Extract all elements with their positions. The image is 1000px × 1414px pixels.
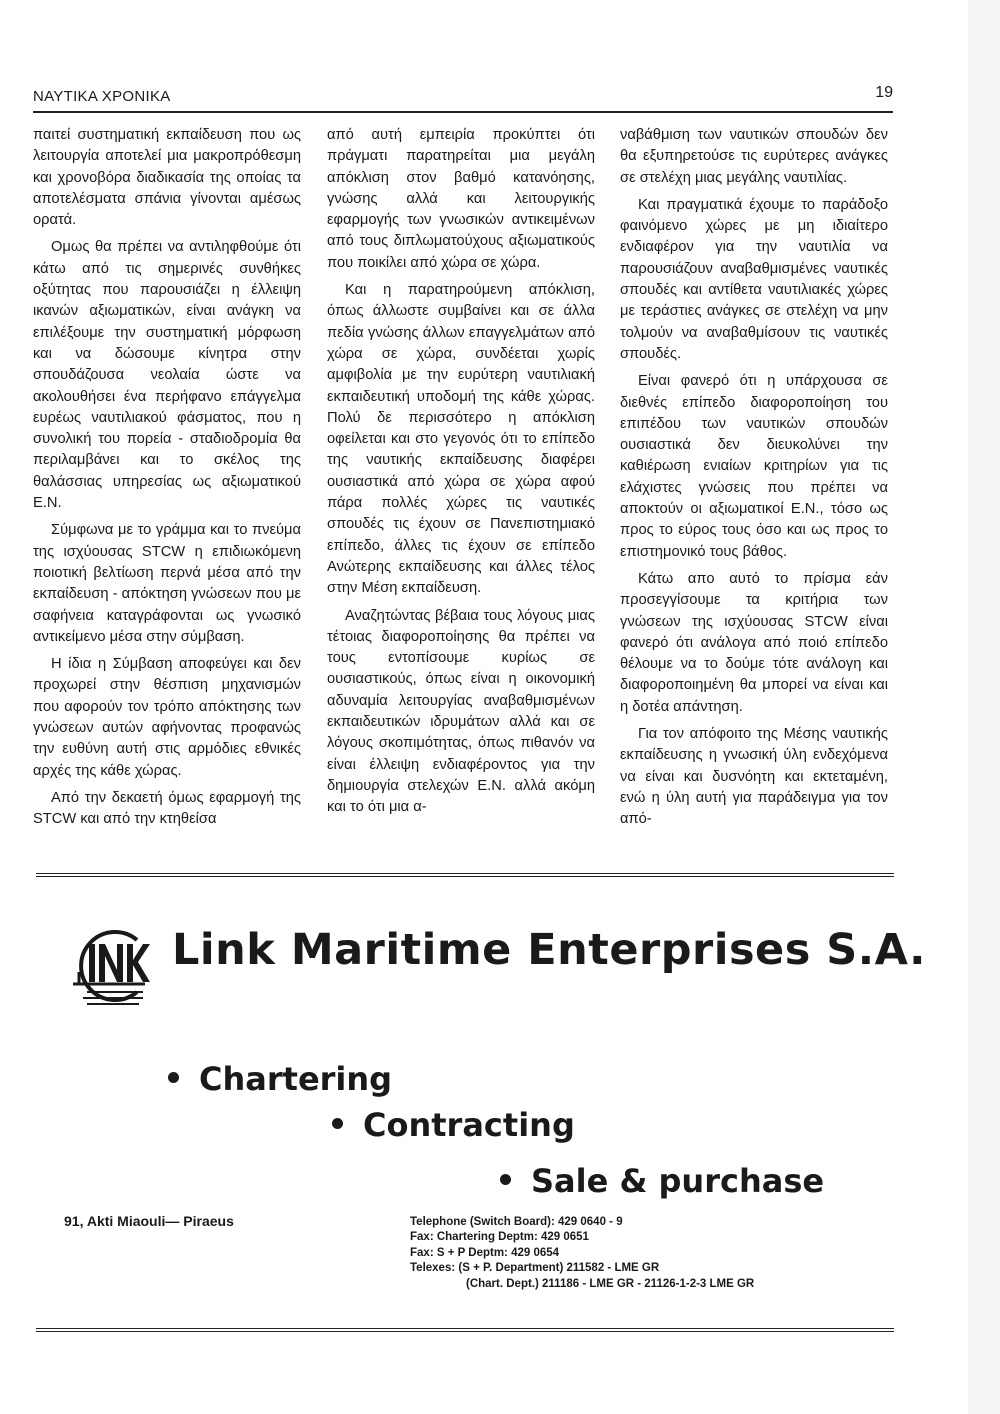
paragraph: Ομως θα πρέπει να αντιληφθούμε ότι κάτω από τις σημερινές συνθήκες οξύτητας που παρουσιάζει η έλλειψη ικανών αξιωματικών, είναι ανάγκη να επιλέξουμε την συστηματική μόρφωση και να δώσουμε κίνητρα στην σπουδάζουσα νεολαία ώστε να ακολουθήσει ένα περήφανο επάγγελμα ευρέως ναυτιλιακού φάσματος, που η συνολική του πορεία - σταδιοδρομία θα περιλαμβάνει και το σκέλος της θαλάσσιας υπηρεσίας ως αξιωματικού Ε.Ν. <box>33 239 301 512</box>
running-title: ΝΑΥΤΙΚΑ ΧΡΟΝΙΚΑ <box>33 88 171 105</box>
contact-line: Fax: S + P Deptm: 429 0654 <box>410 1246 560 1259</box>
paragraph: Αναζητώντας βέβαια τους λόγους μιας τέτοιας διαφοροποίησης θα πρέπει να τους εντοπίσουμε κυρίως σε ουσιαστικούς, όπως είναι η οικονομική αδυναμία λειτουργίας αναβαθμισμένων εκπαιδευτικών ιδρυμάτων αλλά και σε λόγους σκοπιμότητας, όπως πιθανόν να είναι έλλειψη ενδιαφέροντος για την δημιουργία στελεχών Ε.Ν. αλλά ακόμη και το ότι μια α- <box>327 607 595 816</box>
service-label: Chartering <box>199 1060 393 1098</box>
paragraph: Η ίδια η Σύμβαση αποφεύγει και δεν προχωρεί στην θέσπιση μηχανισμών που αφορούν τον τρόπο απόκτησης των γνώσεων αυτών αφήνοντας προφανώς την ευθύνη αυτή στις αρμόδιες εθνικές αρχές της κάθε χώρας. <box>33 656 301 779</box>
contact-line: Fax: Chartering Deptm: 429 0651 <box>410 1231 589 1244</box>
page-number: 19 <box>875 84 893 101</box>
bullet-icon <box>168 1072 179 1083</box>
paragraph: Σύμφωνα με το γράμμα και το πνεύμα της ισχύουσας STCW η επιδιωκόμενη ποιοτική βελτίωση περνά μέσα από την εκπαίδευση - απόκτηση γνώσεων που με σαφήνεια καταγράφονται ως γνωσικό αντικείμενο μέσα στην σύμβαση. <box>33 522 301 645</box>
page-edge <box>968 0 1000 1414</box>
paragraph: Είναι φανερό ότι η υπάρχουσα σε διεθνές επίπεδο διαφοροποίηση του επιπέδου των ναυτικών σπουδών ουσιαστικά δεν διευκολύνει την καθιέρωση ενιαίων κριτηρίων για τις ελάχιστες γνώσεις που πρέπει να αποκτούν οι αξιωματικοί Ε.Ν., τόσο ως προς το εύρος τους όσο και ως προς το επιστημονικό τους βάθος. <box>620 373 888 560</box>
company-address: 91, Akti Miaouli— Piraeus <box>64 1213 234 1229</box>
ad-bottom-rule <box>36 1328 894 1332</box>
ad-top-rule <box>36 873 894 877</box>
advertisement <box>0 880 968 1340</box>
service-contracting <box>332 1106 575 1144</box>
company-logo-icon <box>65 920 157 1012</box>
paragraph: Από την δεκαετή όμως εφαρμογή της STCW και από την κτηθείσα <box>33 789 301 828</box>
bullet-icon <box>500 1174 511 1185</box>
paragraph: Και η παρατηρούμενη απόκλιση, όπως άλλωστε συμβαίνει και σε άλλα πεδία γνώσης άλλων επαγγελμάτων από χώρα σε χώρα, συνδέεται χωρίς αμφιβολία με την ευρύτερη ναυτιλιακή εκπαιδευτική υποδομή της κάθε χώρας. Πολύ δε περισσότερο η απόκλιση οφείλεται και στο γεγονός ότι το επίπεδο της ναυτικής εκπαίδευσης διαφέρει ουσιαστικά από χώρα σε χώρα αφού πάρα πολλές χώρες τις ναυτικές σπουδές τις έχουν σε Πανεπιστημιακό επίπεδο, άλλες τις έχουν σε επίπεδο Ανώτερης εκπαίδευσης και άλλες τέλος στην Μέση εκπαίδευση. <box>327 282 595 597</box>
article-column-1 <box>33 125 301 865</box>
paragraph: Για τον απόφοιτο της Μέσης ναυτικής εκπαίδευσης η γνωσική ύλη ενδεχόμενα να είναι και δυσνόητη και εκτεταμένη, ενώ η ύλη αυτή για παράδειγμα για τον από- <box>620 726 888 828</box>
contact-line: Telephone (Switch Board): 429 0640 - 9 <box>410 1216 623 1228</box>
contact-line: (Chart. Dept.) 211186 - LME GR - 21126-1-2-3 LME GR <box>466 1277 755 1290</box>
service-label: Sale & purchase <box>531 1162 825 1200</box>
bullet-icon <box>332 1118 343 1129</box>
service-chartering <box>168 1060 392 1098</box>
company-name: Link Maritime Enterprises S.A. <box>172 925 926 975</box>
service-label: Contracting <box>363 1106 575 1144</box>
contact-line: Telexes: (S + P. Department) 211582 - LME GR <box>410 1262 660 1275</box>
contact-details <box>410 1215 754 1292</box>
paragraph: Κάτω απο αυτό το πρίσμα εάν προσεγγίσουμε τα κριτήρια των γνώσεων της ισχύουσας STCW είναι φανερό ότι ανάλογα από ποιό επίπεδο θέλουμε να το δούμε τότε ανάλογη και διαφοροποιημένη θα μπορεί να είναι και η δοτέα απάντηση. <box>620 570 888 715</box>
paragraph: ναβάθμιση των ναυτικών σπουδών δεν θα εξυπηρετούσε τις ευρύτερες ανάγκες σε στελέχη μιας μεγάλης ναυτιλίας. <box>620 127 888 186</box>
article-column-2 <box>327 125 595 865</box>
header-rule <box>33 111 893 113</box>
service-sale-purchase <box>500 1162 824 1200</box>
paragraph: Και πραγματικά έχουμε το παράδοξο φαινόμενο χώρες με μη ιδιαίτερο ενδιαφέρον για την ναυτιλία να παρουσιάζουν αναβαθμισμένες ναυτικές σπουδές και αντίθετα ναυτιλιακές χώρες με τεράστιες ανάγκες σε στελέχη να μην τολμούν να αναβαθμίσουν τις ναυτικές σπουδές. <box>620 196 888 362</box>
article-column-3 <box>620 125 888 865</box>
paragraph: παιτεί συστηματική εκπαίδευση που ως λειτουργία αποτελεί μια μακροπρόθεσμη και χρονοβόρα διαδικασία της οποίας τα αποτελέσματα σπάνια γίνονται αμέσως ορατά. <box>33 127 301 229</box>
paragraph: από αυτή εμπειρία προκύπτει ότι πράγματι παρατηρείται μια μεγάλη απόκλιση στον βαθμό κατανόησης, γνώσης αλλά και λειτουργικής εφαρμογής των γνωσικών αντικειμένων από τους διπλωματούχους αξιωματικούς που ποικίλει από χώρα σε χώρα. <box>327 127 595 271</box>
